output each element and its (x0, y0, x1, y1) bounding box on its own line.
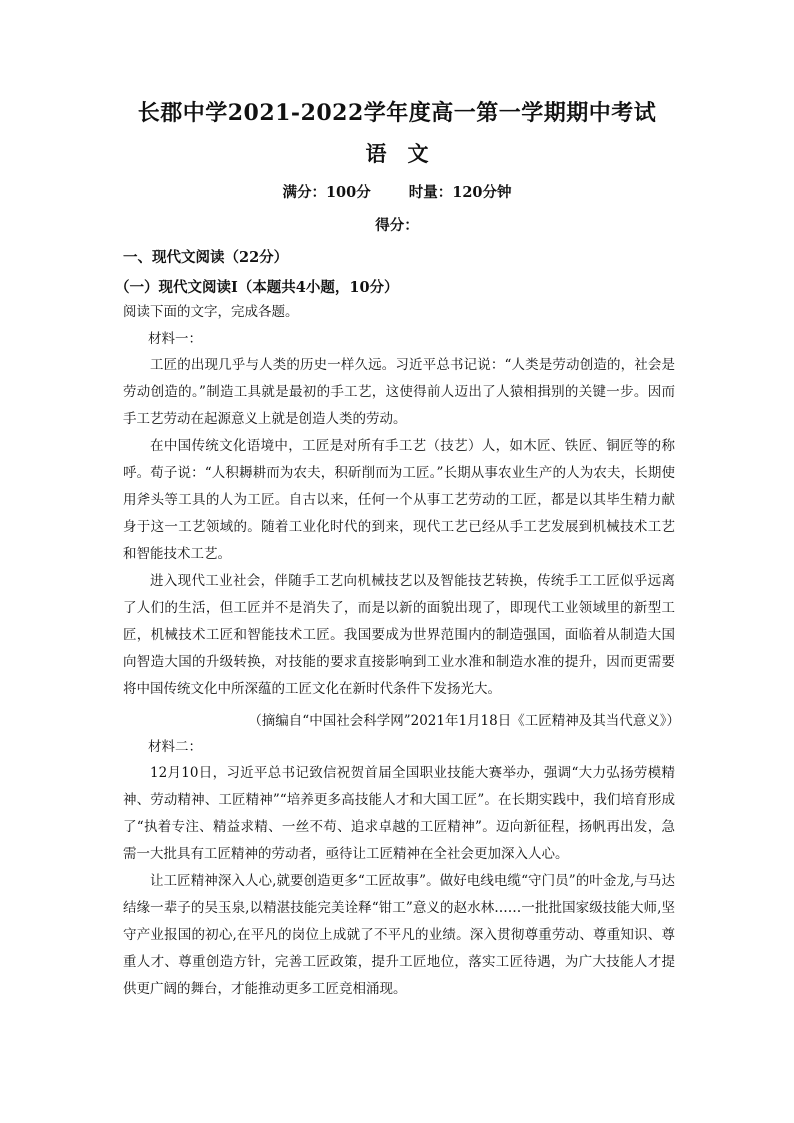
material-two-body (123, 760, 675, 1003)
paragraph: 在中国传统文化语境中，工匠是对所有手工艺（技艺）人，如木匠、铁匠、铜匠等的称呼。荀子说：“人积耨耕而为农夫，积斫削而为工匠。”长期从事农业生产的人为农夫，长期使用斧头等工具的人为工匠。自古以来，任何一个从事工艺劳动的工匠，都是以其毕生精力献身于这一工艺领域的。随着工业化时代的到来，现代工艺已经从手工艺发展到机械技术工艺和智能技术工艺。 (123, 438, 675, 562)
sub-section-heading: （一）现代文阅读Ⅰ（本题共4小题，10分） (115, 279, 399, 296)
section-heading: 一、现代文阅读（22分） (123, 249, 289, 266)
paragraph: 工匠的出现几乎与人类的历史一样久远。习近平总书记说：“人类是劳动创造的，社会是劳动创造的。”制造工具就是最初的手工艺，这使得前人迈出了人猿相揖别的关键一步。因而手工艺劳动在起源意义上就是创造人类的劳动。 (123, 357, 675, 427)
exam-meta (0, 181, 794, 202)
material-one-label: 材料一： (148, 331, 202, 347)
paragraph: 12月10日，习近平总书记致信祝贺首届全国职业技能大赛举办，强调“大力弘扬劳模精神、劳动精神、工匠精神”“培养更多高技能人才和大国工匠”。在长期实践中，我们培育形成了“执着专注、精益求精、一丝不苟、追求卓越的工匠精神”。迈向新征程，扬帆再出发，急需一大批具有工匠精神的劳动者，亟待让工匠精神在全社会更加深入人心。 (123, 765, 675, 862)
subject-title: 语 文 (365, 141, 429, 166)
instruction-text: 阅读下面的文字，完成各题。 (123, 304, 299, 320)
material-one-body (123, 352, 675, 703)
source-citation: （摘编自“中国社会科学网”2021年1月18日《工匠精神及其当代意义》） (248, 713, 680, 729)
material-two-label: 材料二： (148, 739, 202, 755)
paragraph: 让工匠精神深入人心,就要创造更多“工匠故事”。做好电线电缆“守门员”的叶金龙,与马达结缘一辈子的吴玉泉,以精湛技能完美诠释“钳工”意义的赵水林……一批批国家级技能大师,坚守产业报国的初心,在平凡的岗位上成就了不平凡的业绩。深入贯彻尊重劳动、尊重知识、尊重人才、尊重创造方针，完善工匠政策，提升工匠地位，落实工匠待遇，为广大技能人才提供更广阔的舞台，才能推动更多工匠竞相涌现。 (123, 873, 675, 997)
paragraph: 进入现代工业社会，伴随手工艺向机械技艺以及智能技艺转换，传统手工工匠似乎远离了人们的生活，但工匠并不是消失了，而是以新的面貌出现了，即现代工业领域里的新型工匠，机械技术工匠和智能技术工匠。我国要成为世界范围内的制造强国，面临着从制造大国向智造大国的升级转换，对技能的要求直接影响到工业水准和制造水准的提升，因而更需要将中国传统文化中所深蕴的工匠文化在新时代条件下发扬光大。 (123, 573, 675, 697)
full-score: 满分：100分 (282, 184, 371, 201)
score-label: 得分： (375, 217, 419, 234)
time-limit: 时量：120分钟 (408, 184, 512, 201)
exam-title: 长郡中学2021-2022学年度高一第一学期期中考试 (137, 100, 657, 126)
